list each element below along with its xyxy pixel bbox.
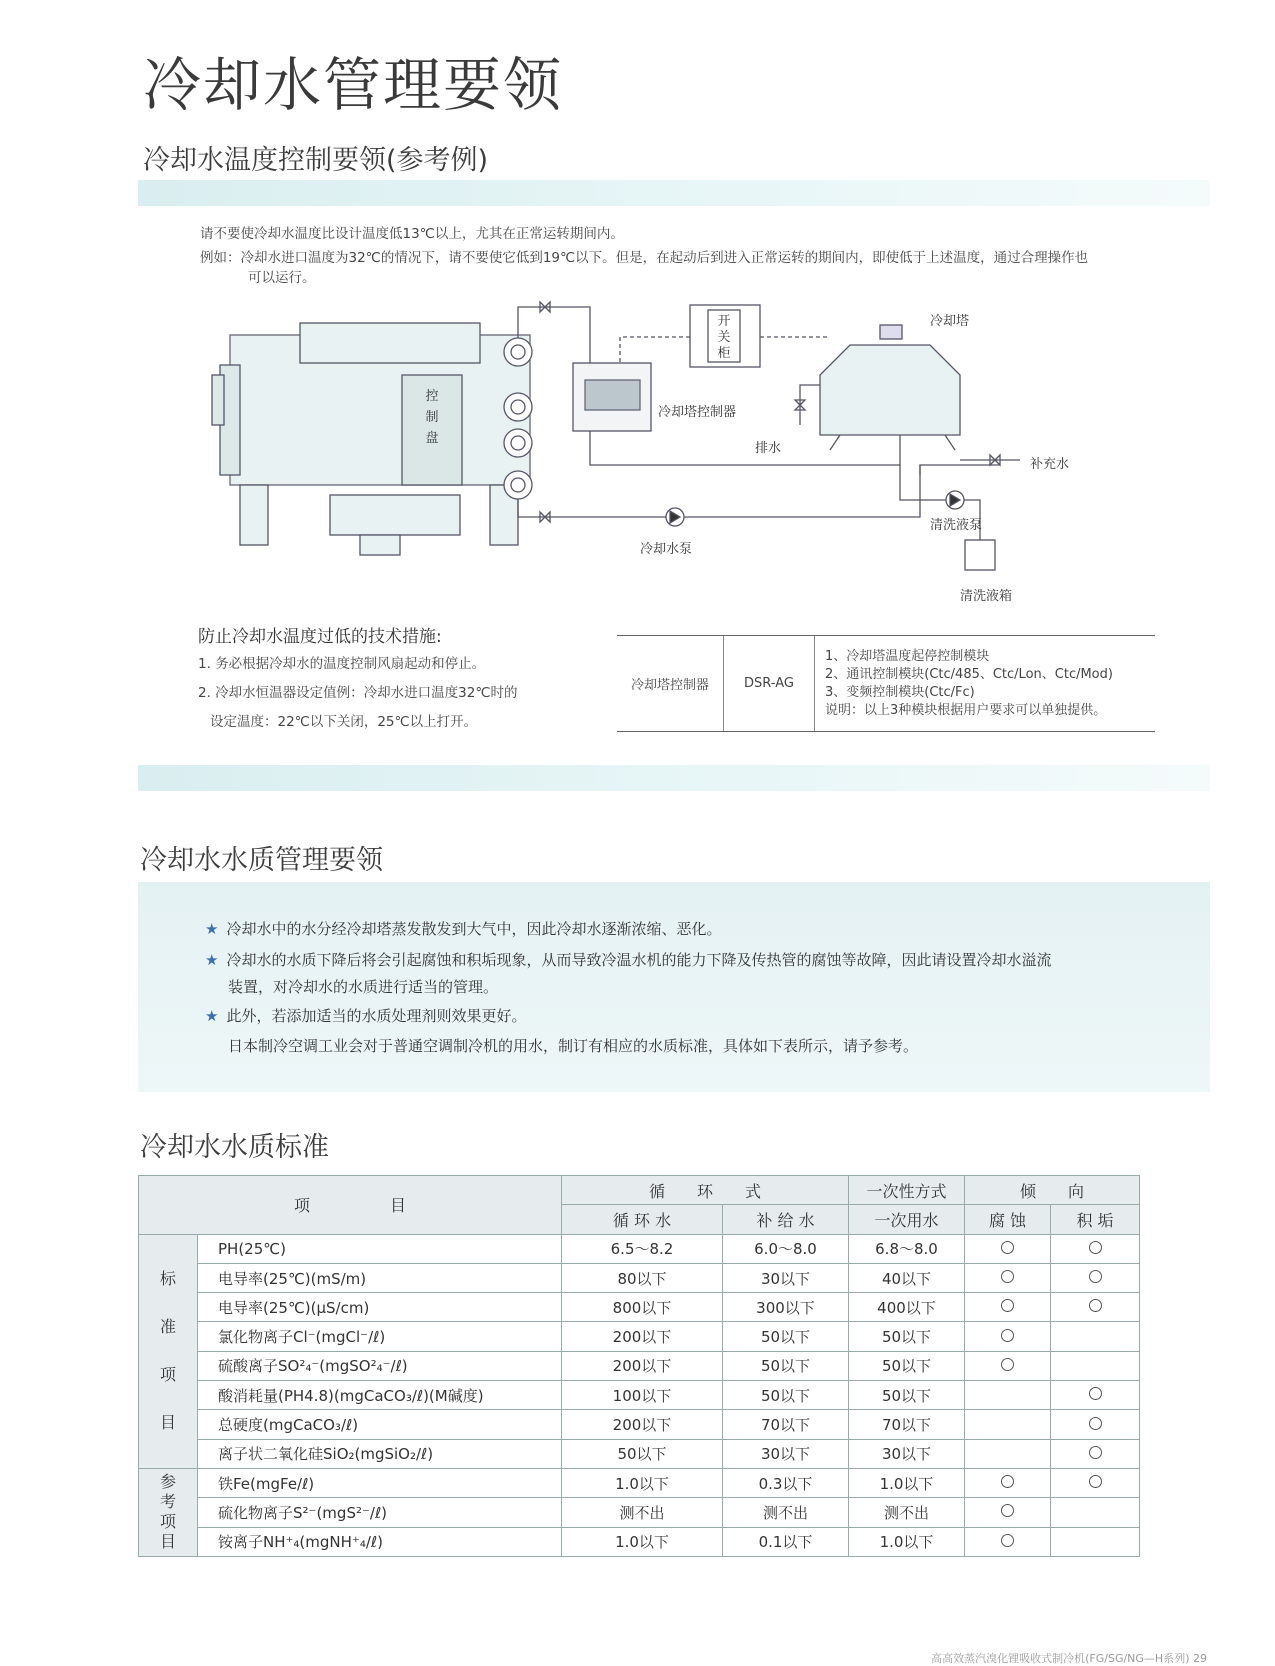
controller-line-2: 2、通讯控制模块(Ctc/485、Ctc/Lon、Ctc/Mod) <box>825 666 1113 682</box>
row-makeup-water: 30以下 <box>723 1439 849 1468</box>
quality-bullet-3: ★ 此外，若添加适当的水质处理剂则效果更好。 <box>205 1007 527 1025</box>
row-item: 硫酸离子SO²₄⁻(mgSO²₄⁻/ℓ) <box>198 1351 562 1380</box>
table-row <box>139 1381 1140 1410</box>
circle-mark-icon <box>1001 1358 1014 1371</box>
row-scale <box>1051 1322 1140 1351</box>
row-makeup-water: 30以下 <box>723 1263 849 1292</box>
row-corrosion <box>965 1527 1051 1556</box>
circle-mark-icon <box>1089 1387 1102 1400</box>
cooling-tower-label: 冷却塔 <box>930 314 970 329</box>
header-scale: 积 垢 <box>1051 1205 1140 1234</box>
row-scale <box>1051 1527 1140 1556</box>
circle-mark-icon <box>1089 1299 1102 1312</box>
group-reference: 参 考 项 目 <box>139 1468 198 1556</box>
header-item: 项 目 <box>139 1176 562 1235</box>
row-scale <box>1051 1381 1140 1410</box>
table-row <box>139 1263 1140 1292</box>
row-makeup-water: 50以下 <box>723 1322 849 1351</box>
header-once-water: 一次用水 <box>849 1205 965 1234</box>
row-item: 离子状二氧化硅SiO₂(mgSiO₂/ℓ) <box>198 1439 562 1468</box>
table-row <box>139 1498 1140 1527</box>
row-item: 铵离子NH⁺₄(mgNH⁺₄/ℓ) <box>198 1527 562 1556</box>
circle-mark-icon <box>1089 1475 1102 1488</box>
row-scale <box>1051 1439 1140 1468</box>
controller-table <box>617 635 1155 732</box>
row-makeup-water: 6.0～8.0 <box>723 1234 849 1263</box>
row-scale <box>1051 1263 1140 1292</box>
switch-cabinet-char-2: 关 <box>717 330 731 345</box>
header-makeup-water: 补 给 水 <box>723 1205 849 1234</box>
row-circ-water: 200以下 <box>562 1322 723 1351</box>
row-circ-water: 80以下 <box>562 1263 723 1292</box>
row-item: 硫化物离子S²⁻(mgS²⁻/ℓ) <box>198 1498 562 1527</box>
row-once-water: 测不出 <box>849 1498 965 1527</box>
quality-closing: 日本制冷空调工业会对于普通空调制冷机的用水，制订有相应的水质标准，具体如下表所示，请予参考。 <box>228 1037 919 1055</box>
tower-controller-label: 冷却塔控制器 <box>658 405 737 420</box>
row-circ-water: 6.5～8.2 <box>562 1234 723 1263</box>
row-scale <box>1051 1234 1140 1263</box>
circle-mark-icon <box>1001 1329 1014 1342</box>
row-once-water: 70以下 <box>849 1410 965 1439</box>
row-corrosion <box>965 1322 1051 1351</box>
row-circ-water: 200以下 <box>562 1410 723 1439</box>
control-panel-char-3: 盘 <box>425 431 439 446</box>
table-row <box>139 1410 1140 1439</box>
quality-bullet-1: ★ 冷却水中的水分经冷却塔蒸发散发到大气中，因此冷却水逐渐浓缩、恶化。 <box>205 920 722 938</box>
temp-note-line3: 可以运行。 <box>248 270 316 286</box>
table-row <box>139 1527 1140 1556</box>
table-row <box>139 1351 1140 1380</box>
row-circ-water: 800以下 <box>562 1293 723 1322</box>
row-once-water: 50以下 <box>849 1351 965 1380</box>
standard-section-title: 冷却水水质标准 <box>140 1132 329 1163</box>
circle-mark-icon <box>1001 1504 1014 1517</box>
row-makeup-water: 0.1以下 <box>723 1527 849 1556</box>
row-corrosion <box>965 1381 1051 1410</box>
cooling-tower-shape <box>820 345 960 435</box>
control-panel-char-1: 控 <box>425 389 439 404</box>
controller-model: DSR-AG <box>724 636 815 731</box>
row-scale <box>1051 1410 1140 1439</box>
row-makeup-water: 0.3以下 <box>723 1468 849 1497</box>
row-corrosion <box>965 1263 1051 1292</box>
group-standard: 标 准 项 目 <box>139 1234 198 1468</box>
row-circ-water: 100以下 <box>562 1381 723 1410</box>
row-circ-water: 测不出 <box>562 1498 723 1527</box>
cleaning-pump-label: 清洗液泵 <box>930 518 983 533</box>
row-once-water: 1.0以下 <box>849 1527 965 1556</box>
circle-mark-icon <box>1089 1417 1102 1430</box>
cleaning-tank-box <box>965 540 995 570</box>
cleaning-tank-label: 清洗液箱 <box>960 589 1013 604</box>
table-row <box>139 1439 1140 1468</box>
controller-line-1: 1、冷却塔温度起停控制模块 <box>825 648 990 664</box>
row-makeup-water: 50以下 <box>723 1381 849 1410</box>
circle-mark-icon <box>1089 1446 1102 1459</box>
row-makeup-water: 50以下 <box>723 1351 849 1380</box>
temp-note-line1: 请不要使冷却水温度比设计温度低13℃以上，尤其在正常运转期间内。 <box>200 226 624 242</box>
row-corrosion <box>965 1351 1051 1380</box>
tech-measure-2: 2. 冷却水恒温器设定值例：冷却水进口温度32℃时的 <box>198 685 518 701</box>
row-corrosion <box>965 1468 1051 1497</box>
quality-bullet-2b: 装置，对冷却水的水质进行适当的管理。 <box>228 978 499 996</box>
makeup-water-label: 补充水 <box>1030 457 1070 472</box>
header-circ-water: 循 环 水 <box>562 1205 723 1234</box>
quality-bullet-2: ★ 冷却水的水质下降后将会引起腐蚀和积垢现象，从而导致冷温水机的能力下降及传热管的腐蚀等故障，因此请设置冷却水溢流 <box>205 951 1052 969</box>
row-once-water: 1.0以下 <box>849 1468 965 1497</box>
circle-mark-icon <box>1001 1299 1014 1312</box>
controller-name: 冷却塔控制器 <box>617 636 724 731</box>
page-footer: 高高效蒸汽溴化锂吸收式制冷机(FG/SG/NG—H系列) 29 <box>931 1652 1207 1665</box>
circle-mark-icon <box>1089 1241 1102 1254</box>
circle-mark-icon <box>1001 1534 1014 1547</box>
circle-mark-icon <box>1089 1270 1102 1283</box>
row-item: PH(25℃) <box>198 1234 562 1263</box>
row-makeup-water: 70以下 <box>723 1410 849 1439</box>
control-panel-char-2: 制 <box>425 410 439 425</box>
row-item: 电导率(25℃)(mS/m) <box>198 1263 562 1292</box>
row-once-water: 50以下 <box>849 1381 965 1410</box>
row-item: 酸消耗量(PH4.8)(mgCaCO₃/ℓ)(M碱度) <box>198 1381 562 1410</box>
table-row <box>139 1322 1140 1351</box>
table-row <box>139 1293 1140 1322</box>
row-item: 铁Fe(mgFe/ℓ) <box>198 1468 562 1497</box>
section-band <box>138 765 1210 791</box>
tech-measures-title: 防止冷却水温度过低的技术措施: <box>198 627 442 647</box>
row-once-water: 400以下 <box>849 1293 965 1322</box>
header-corrosion: 腐 蚀 <box>965 1205 1051 1234</box>
switch-cabinet-char-3: 柜 <box>717 346 731 361</box>
temp-note-line2: 例如：冷却水进口温度为32℃的情况下，请不要使它低到19℃以下。但是，在起动后到进入正常运转的期间内，即使低于上述温度，通过合理操作也 <box>200 250 1089 266</box>
row-corrosion <box>965 1293 1051 1322</box>
row-once-water: 30以下 <box>849 1439 965 1468</box>
tech-measure-3: 设定温度：22℃以下关闭，25℃以上打开。 <box>210 714 478 730</box>
switch-cabinet-char-1: 开 <box>717 314 731 329</box>
header-tendency: 倾 向 <box>965 1176 1140 1205</box>
cooling-water-diagram <box>200 295 1160 615</box>
header-once-through: 一次性方式 <box>849 1176 965 1205</box>
quality-section-title: 冷却水水质管理要领 <box>140 845 383 876</box>
row-makeup-water: 测不出 <box>723 1498 849 1527</box>
row-makeup-water: 300以下 <box>723 1293 849 1322</box>
row-corrosion <box>965 1410 1051 1439</box>
row-corrosion <box>965 1498 1051 1527</box>
tech-measure-1: 1. 务必根据冷却水的温度控制风扇起动和停止。 <box>198 656 486 672</box>
section-band <box>138 180 1210 206</box>
row-once-water: 40以下 <box>849 1263 965 1292</box>
table-row <box>139 1234 1140 1263</box>
controller-line-4: 说明：以上3种模块根据用户要求可以单独提供。 <box>825 702 1107 718</box>
row-item: 总硬度(mgCaCO₃/ℓ) <box>198 1410 562 1439</box>
temp-section-title: 冷却水温度控制要领(参考例) <box>143 145 489 176</box>
circle-mark-icon <box>1001 1475 1014 1488</box>
row-circ-water: 1.0以下 <box>562 1527 723 1556</box>
row-scale <box>1051 1351 1140 1380</box>
row-scale <box>1051 1468 1140 1497</box>
water-quality-table <box>138 1175 1140 1557</box>
circle-mark-icon <box>1001 1241 1014 1254</box>
controller-line-3: 3、变频控制模块(Ctc/Fc) <box>825 684 975 700</box>
row-circ-water: 1.0以下 <box>562 1468 723 1497</box>
header-circulation: 循 环 式 <box>562 1176 849 1205</box>
drain-label: 排水 <box>755 441 782 456</box>
circle-mark-icon <box>1001 1270 1014 1283</box>
row-scale <box>1051 1498 1140 1527</box>
row-circ-water: 50以下 <box>562 1439 723 1468</box>
cooling-pump-label: 冷却水泵 <box>640 542 693 557</box>
row-circ-water: 200以下 <box>562 1351 723 1380</box>
row-corrosion <box>965 1234 1051 1263</box>
row-once-water: 6.8～8.0 <box>849 1234 965 1263</box>
row-once-water: 50以下 <box>849 1322 965 1351</box>
row-corrosion <box>965 1439 1051 1468</box>
row-scale <box>1051 1293 1140 1322</box>
table-row <box>139 1468 1140 1497</box>
chiller-top <box>300 323 480 363</box>
page-title: 冷却水管理要领 <box>143 51 564 119</box>
row-item: 电导率(25℃)(μS/cm) <box>198 1293 562 1322</box>
row-item: 氯化物离子Cl⁻(mgCl⁻/ℓ) <box>198 1322 562 1351</box>
